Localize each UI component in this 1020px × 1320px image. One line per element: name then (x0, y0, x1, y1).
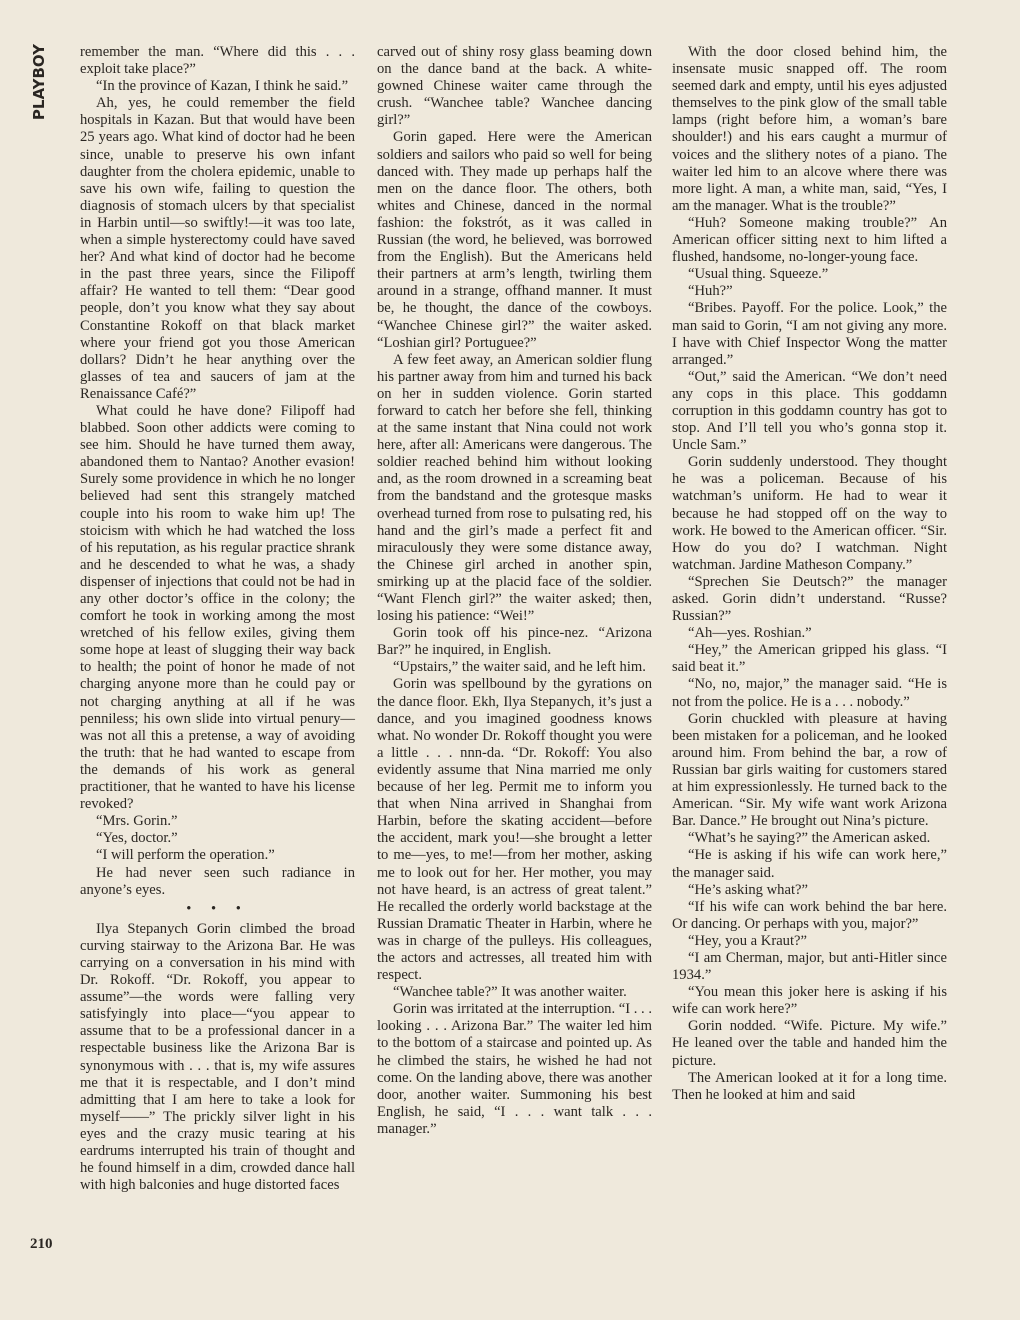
paragraph: A few feet away, an American soldier flung his partner away from him and turned his back on her in sudden violence. Gorin started forward to catch her before she fell, thinking at the same instant that Nina could not work here, after all: Americans were dangerous. The soldier reached behind him without looking and, as the room drowned in a screaming beat from the bandstand and the grotesque masks overhead turned from rose to pulsating red, his hand and the girl’s made a perfect fit and miraculously they were some distance away, the Chinese girl arched in another spin, smirking up at the placid face of the soldier. “Want Flench girl?” the waiter asked; then, losing his patience: “Wei!” (377, 351, 652, 625)
paragraph: “Usual thing. Squeeze.” (688, 266, 829, 283)
paragraph: With the door closed behind him, the insensate music snapped off. The room seemed dark and empty, until his eyes adjusted themselves to the pink glow of the small table lamps (right before him, a woman’s bare shoulder!) and his ears caught a murmur of voices and the slithery notes of a piano. The waiter led him to an alcove where there was more light. A man, a white man, said, “Yes, I am the manager. What is the trouble?” (672, 44, 947, 214)
paragraph: “Ah—yes. Roshian.” (688, 625, 812, 642)
paragraph: “He is asking if his wife can work here,” the manager said. (672, 847, 947, 881)
paragraph: “Hey, you a Kraut?” (688, 932, 807, 949)
paragraph: “Upstairs,” the waiter said, and he left him. (393, 659, 646, 676)
paragraph: “In the province of Kazan, I think he said.” (96, 78, 349, 95)
paragraph: “Bribes. Payoff. For the police. Look,” the man said to Gorin, “I am not giving any more. I have with Chief Inspector Wong the matter arranged.” (672, 300, 947, 368)
paragraph: remember the man. “Where did this . . . exploit take place?” (80, 44, 355, 78)
paragraph: Gorin nodded. “Wife. Picture. My wife.” He leaned over the table and handed him the picture. (672, 1018, 947, 1069)
paragraph: “I am Cherman, major, but anti-Hitler since 1934.” (672, 949, 947, 984)
text-column-1 (80, 44, 355, 1194)
paragraph: Ah, yes, he could remember the field hospitals in Kazan. But that would have been 25 years ago. What kind of doctor had he been since, unable to preserve his own infant daughter from the cholera epidemic, unable to save his own wife, failing to question the diagnosis of stomach ulcers by that specialist in Harbin until—so swiftly!—it was too late, when a simple hysterectomy could have saved her? And what kind of doctor had he become in the past three years, since the Filipoff affair? He wanted to tell them: “Dear good people, don’t you know what they say about Constantine Rokoff on that black market where your friend got you those American dollars? Didn’t he hear anything over the glasses of tea and saucers of jam at the Renaissance Café?” (80, 95, 355, 402)
paragraph: Gorin chuckled with pleasure at having been mistaken for a policeman, and he looked around him. From behind the bar, a row of Russian bar girls waiting for customers stared at him expressionlessly. He turned back to the American. “Sir. My wife want work Arizona Bar. Dance.” He brought out Nina’s picture. (672, 710, 947, 830)
paragraph: Gorin was irritated at the interruption. “I . . . looking . . . Arizona Bar.” The waiter led him to the bottom of a staircase and pointed up. As he climbed the stairs, he wished he had not come. On the landing above, there was another door, another waiter. Summoning his best English, he said, “I . . . want talk . . . manager.” (377, 1001, 652, 1137)
paragraph: Gorin suddenly understood. They thought he was a policeman. Because of his watchman’s uniform. He had to wear it because he had stopped off on the way to work. He bowed to the American officer. “Sir. How do you do? I watchman. Night watchman. Jardine Matheson Company.” (672, 454, 947, 573)
paragraph: “Mrs. Gorin.” (96, 813, 178, 830)
text-column-2 (377, 44, 652, 1138)
paragraph: “He’s asking what?” (688, 881, 808, 898)
paragraph: “Out,” said the American. “We don’t need any cops in this place. This goddamn corruption in this goddamn country has got to stop. And I’ll tell you who’s gonna stop it. Uncle Sam.” (672, 368, 947, 454)
text-column-3 (672, 44, 947, 1104)
paragraph: carved out of shiny rosy glass beaming down on the dance band at the back. A white-gowned Chinese waiter came through the crush. “Wanchee table? Wanchee dancing girl?” (377, 44, 652, 129)
paragraph: “No, no, major,” the manager said. “He is not from the police. He is a . . . nobody.” (672, 676, 947, 710)
magazine-masthead: PLAYBOY (30, 44, 48, 121)
paragraph: “You mean this joker here is asking if his wife can work here?” (672, 984, 947, 1018)
paragraph: Gorin gaped. Here were the American soldiers and sailors who paid so well for being danced with. They made up perhaps half the men on the dance floor. The others, both whites and Chinese, danced in the normal fashion: the fokstrót, as it was called in Russian (the word, he believed, was borrowed from the English). But the Americans held their partners at arm’s length, twirling them around in a strange, offhand manner. It must be, he thought, the dance of the cowboys. “Wanchee Chinese girl?” the waiter asked. “Loshian girl? Portuguee?” (377, 129, 652, 351)
paragraph: Gorin took off his pince-nez. “Arizona Bar?” he inquired, in English. (377, 625, 652, 659)
paragraph: “Yes, doctor.” (96, 830, 178, 847)
section-break: • • • (186, 900, 249, 917)
paragraph: “Sprechen Sie Deutsch?” the manager asked. Gorin didn’t understand. “Russe? Russian?” (672, 573, 947, 625)
paragraph: “If his wife can work behind the bar here. Or dancing. Or perhaps with you, major?” (672, 898, 947, 932)
paragraph: Gorin was spellbound by the gyrations on the dance floor. Ekh, Ilya Stepanych, it’s just a dance, and you imagined goodness knows what. No wonder Dr. Rokoff thought you were a little . . . nnn-da. “Dr. Rokoff: You also evidently assume that Nina married me only because of her leg. Permit me to inform you that when Nina arrived in Shanghai from Harbin, before the skating accident—before the accident, mark you!—she brought a letter to me—yes, to me!—from her mother, asking me to look out for her. Her mother, you may not have heard, is an actress of great talent.” He recalled the orderly world backstage at the Russian Dramatic Theater in Harbin, where he was in charge of the pulleys. His colleagues, the actors and actresses, all treated him with respect. (377, 676, 652, 984)
paragraph: “Huh?” (688, 283, 733, 300)
paragraph: “Huh? Someone making trouble?” An American officer sitting next to him lifted a flushed, handsome, no-longer-young face. (672, 214, 947, 266)
paragraph: “Wanchee table?” It was another waiter. (393, 984, 627, 1001)
paragraph: “What’s he saying?” the American asked. (688, 830, 931, 847)
paragraph: “I will perform the operation.” (96, 847, 275, 864)
paragraph: The American looked at it for a long time. Then he looked at him and said (672, 1069, 947, 1103)
paragraph: “Hey,” the American gripped his glass. “I said beat it.” (672, 642, 947, 676)
paragraph: He had never seen such radiance in anyone’s eyes. (80, 864, 355, 898)
page-number: 210 (30, 1236, 53, 1252)
paragraph: Ilya Stepanych Gorin climbed the broad curving stairway to the Arizona Bar. He was carrying on a conversation in his mind with Dr. Rokoff. “Dr. Rokoff, you appear to assume”—the words were falling very satisfyingly into place—“you appear to assume that to be a professional dancer in a respectable business like the Arizona Bar is synonymous with . . . that is, my wife assures me that it is respectable, and I don’t mind admitting that I am here to take a look for myself——” The prickly silver light in his eyes and the crazy music tearing at his eardrums interrupted his train of thought and he found himself in a dim, crowded dance hall with high balconies and huge distorted faces (80, 920, 355, 1194)
paragraph: What could he have done? Filipoff had blabbed. Soon other addicts were coming to see him. Should he have turned them away, abandoned them to Nantao? Another evasion! Surely some providence in which he no longer believed had sent this strangely matched couple into his room to wake him up! The stoicism with which he had watched the loss of his reputation, as his regular practice shrank and he descended to what he was, a shady dispenser of injections that could not be had in any other doctor’s office in the colony; the comfort he took in working among the most wretched of his fellow exiles, giving them some hope at least of slugging their way back to health; the point of honor he made of not charging anyone more than he could pay or not charging anything at all if he was penniless; his own slide into virtual penury—was not all this a pretense, a way of avoiding the truth: that he had wanted to escape from the demands of his work as general practitioner, that he wanted to have his license revoked? (80, 402, 355, 813)
